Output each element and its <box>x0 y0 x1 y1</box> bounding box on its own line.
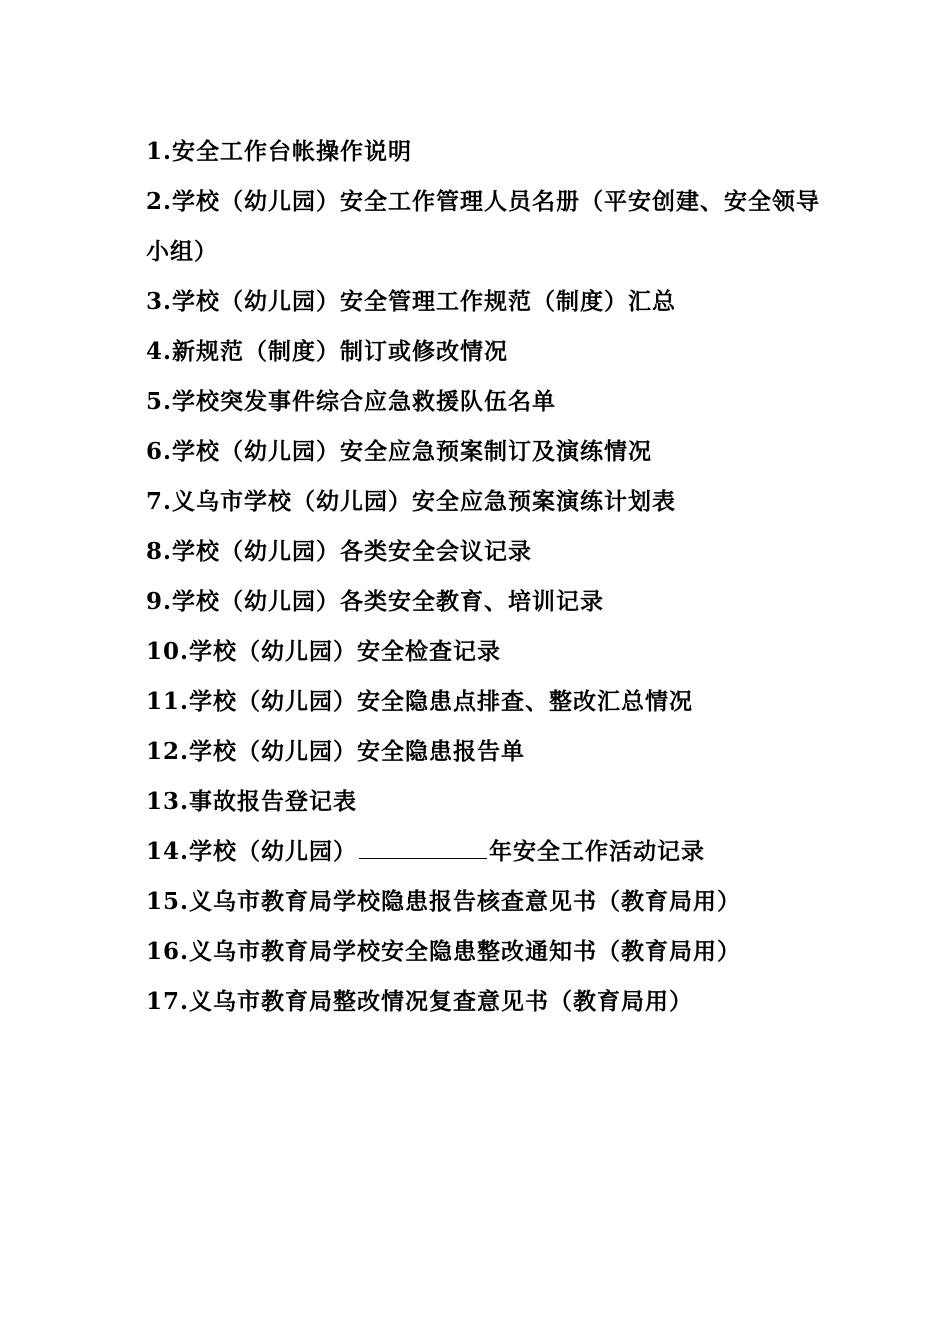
list-item-8: 8.学校（幼儿园）各类安全会议记录 <box>146 538 533 565</box>
list-item-7: 7.义乌市学校（幼儿园）安全应急预案演练计划表 <box>146 488 677 515</box>
list-item-16: 16.义乌市教育局学校安全隐患整改通知书（教育局用） <box>146 938 742 965</box>
list-item-13: 13.事故报告登记表 <box>146 788 358 815</box>
list-item-1: 1.安全工作台帐操作说明 <box>146 138 413 165</box>
ledger-contents-list <box>146 127 826 1027</box>
year-blank-line <box>359 828 487 859</box>
list-item-4: 4.新规范（制度）制订或修改情况 <box>146 338 509 365</box>
list-item-17: 17.义乌市教育局整改情况复查意见书（教育局用） <box>146 988 694 1015</box>
list-item-3: 3.学校（幼儿园）安全管理工作规范（制度）汇总 <box>146 288 677 315</box>
list-item-6: 6.学校（幼儿园）安全应急预案制订及演练情况 <box>146 438 653 465</box>
list-item-11: 11.学校（幼儿园）安全隐患点排查、整改汇总情况 <box>146 688 694 715</box>
list-item-5: 5.学校突发事件综合应急救援队伍名单 <box>146 388 557 415</box>
list-item-14 <box>146 827 826 877</box>
list-item-12: 12.学校（幼儿园）安全隐患报告单 <box>146 738 526 765</box>
list-item-14-prefix: 14.学校（幼儿园） <box>146 838 358 865</box>
list-item-2: 2.学校（幼儿园）安全工作管理人员名册（平安创建、安全领导小组） <box>146 188 821 265</box>
list-item-10: 10.学校（幼儿园）安全检查记录 <box>146 638 502 665</box>
list-item-14-suffix: 年安全工作活动记录 <box>489 838 706 865</box>
list-item-9: 9.学校（幼儿园）各类安全教育、培训记录 <box>146 588 605 615</box>
list-item-15: 15.义乌市教育局学校隐患报告核查意见书（教育局用） <box>146 888 742 915</box>
